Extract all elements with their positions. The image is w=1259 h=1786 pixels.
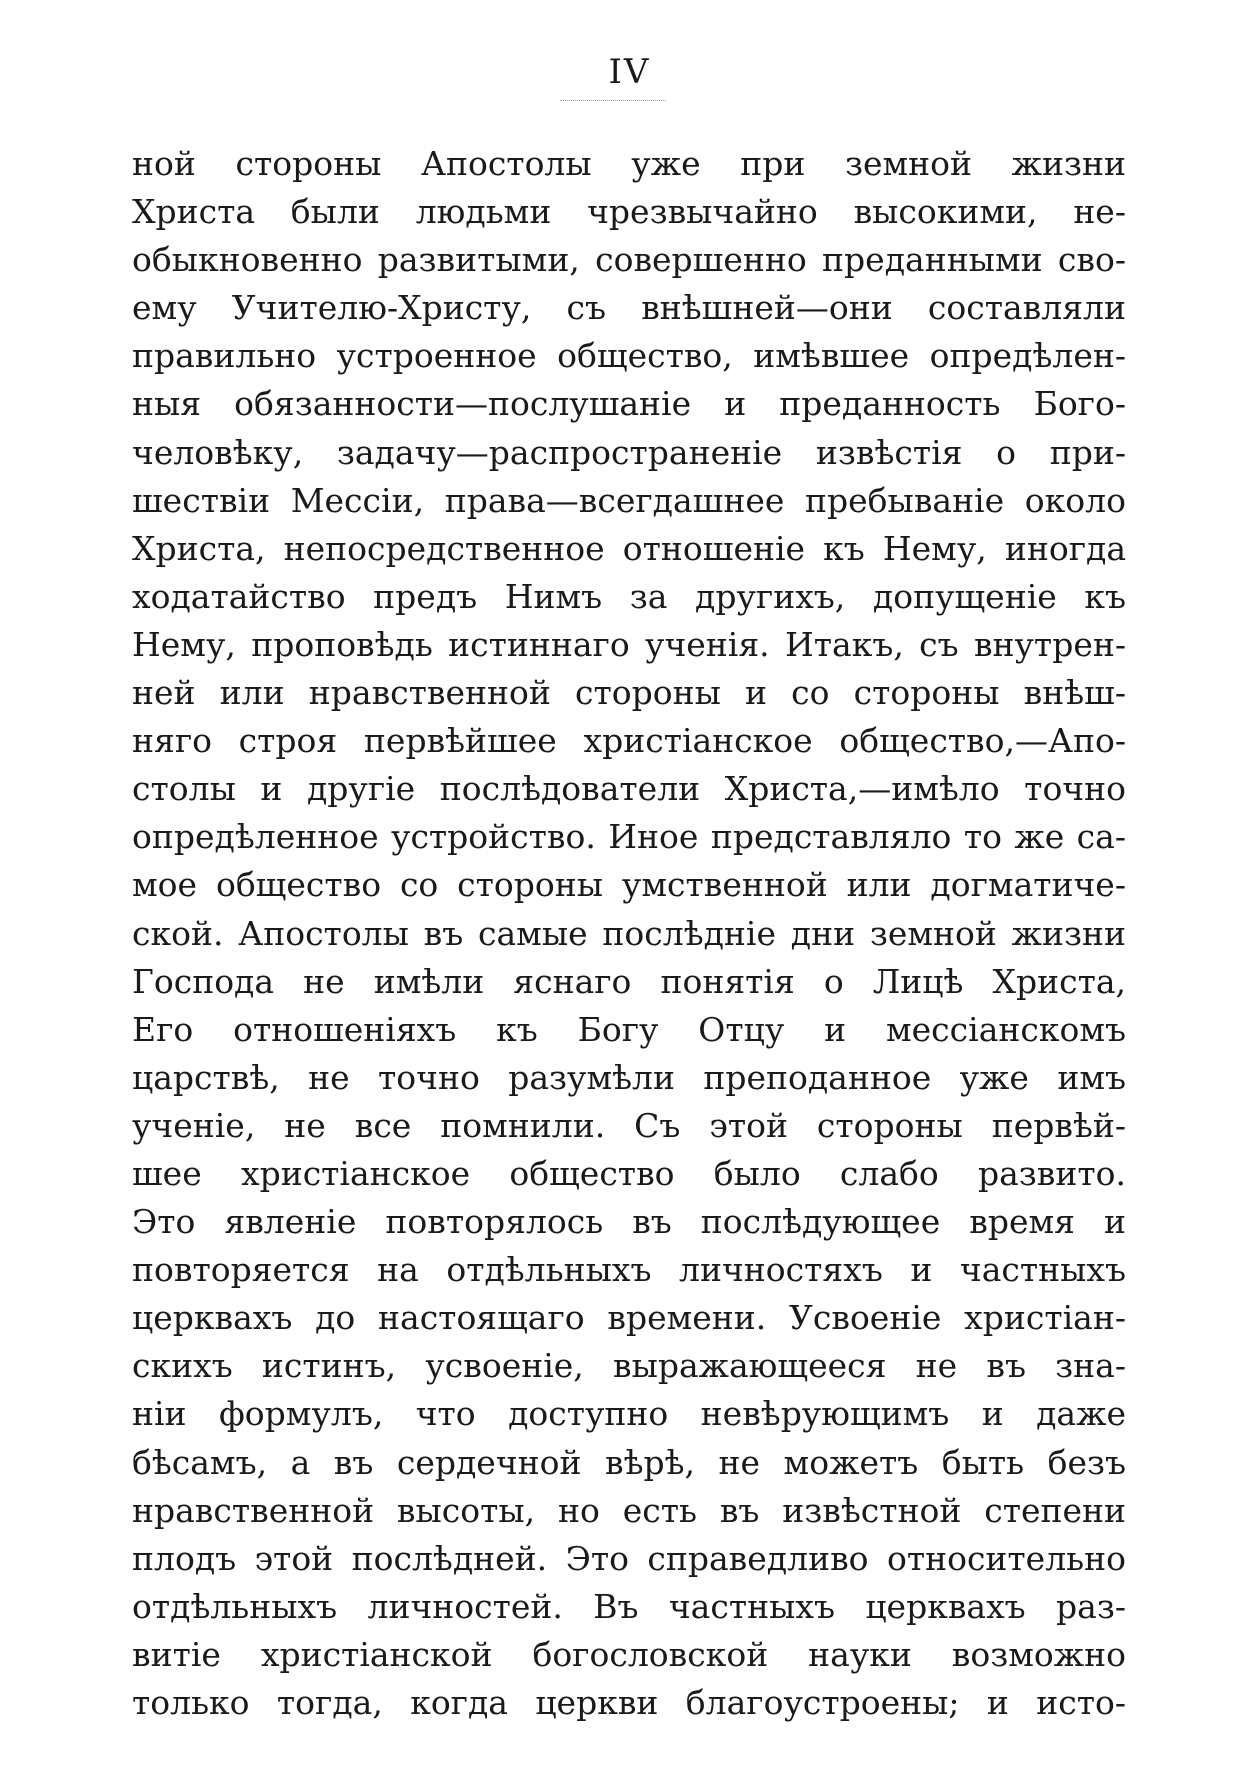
- text-line: ходатайство предъ Нимъ за другихъ, допущеніе къ: [132, 576, 1126, 616]
- text-line: правильно устроенное общество, имѣвшее опредѣлен-: [132, 336, 1126, 376]
- page-number: IV: [608, 52, 651, 92]
- text-line: ему Учителю-Христу, съ внѣшней—они составляли: [132, 288, 1126, 328]
- text-line: Его отношеніяхъ къ Богу Отцу и мессіанскомъ: [132, 1009, 1126, 1049]
- text-line: обыкновенно развитыми, совершенно преданными сво-: [132, 240, 1126, 280]
- text-line: столы и другіе послѣдователи Христа,—имѣло точно: [132, 769, 1126, 809]
- text-line: ніи формулъ, что доступно невѣрующимъ и даже: [132, 1394, 1126, 1434]
- text-line: ней или нравственной стороны и со стороны внѣш-: [132, 673, 1126, 713]
- text-line: ной стороны Апостолы уже при земной жизни: [132, 144, 1126, 183]
- text-line: шествіи Мессіи, права—всегдашнее пребываніе около: [132, 480, 1126, 520]
- text-line: Это явленіе повторялось въ послѣдующее время и: [132, 1202, 1126, 1242]
- text-line: ныя обязанности—послушаніе и преданность Бого-: [132, 384, 1126, 424]
- text-line: Господа не имѣли яснаго понятія о Лицѣ Христа,: [132, 961, 1126, 1001]
- text-line: церквахъ до настоящаго времени. Усвоеніе христіан-: [132, 1298, 1126, 1338]
- text-line: Нему, проповѣдь истиннаго ученія. Итакъ, съ внутрен-: [132, 624, 1126, 664]
- text-line: нравственной высоты, но есть въ извѣстной степени: [132, 1490, 1126, 1530]
- text-line: отдѣльныхъ личностей. Въ частныхъ церквахъ раз-: [132, 1586, 1126, 1626]
- text-line: Христа, непосредственное отношеніе къ Нему, иногда: [132, 528, 1126, 568]
- text-line: опредѣленное устройство. Иное представляло то же са-: [132, 817, 1126, 857]
- text-line: человѣку, задачу—распространеніе извѣстія о при-: [132, 432, 1126, 472]
- text-line: скихъ истинъ, усвоеніе, выражающееся не въ зна-: [132, 1346, 1126, 1386]
- text-line: только тогда, когда церкви благоустроены; и исто-: [132, 1683, 1126, 1722]
- text-line: царствѣ, не точно разумѣли преподанное уже имъ: [132, 1057, 1126, 1097]
- text-line: шее христіанское общество было слабо развито.: [132, 1153, 1126, 1193]
- text-line: повторяется на отдѣльныхъ личностяхъ и частныхъ: [132, 1250, 1126, 1290]
- text-line: Христа были людьми чрезвычайно высокими, не-: [132, 192, 1126, 232]
- text-line: мое общество со стороны умственной или догматиче-: [132, 865, 1126, 905]
- text-line: бѣсамъ, а въ сердечной вѣрѣ, не можетъ быть безъ: [132, 1442, 1126, 1482]
- header-rule: [560, 100, 666, 101]
- text-line: ской. Апостолы въ самые послѣдніе дни земной жизни: [132, 913, 1126, 953]
- text-line: плодъ этой послѣдней. Это справедливо относительно: [132, 1538, 1126, 1578]
- text-line: няго строя первѣйшее христіанское общество,—Апо-: [132, 721, 1126, 761]
- text-line: ученіе, не все помнили. Съ этой стороны первѣй-: [132, 1105, 1126, 1145]
- text-line: витіе христіанской богословской науки возможно: [132, 1634, 1126, 1674]
- body-text: [132, 140, 1126, 1727]
